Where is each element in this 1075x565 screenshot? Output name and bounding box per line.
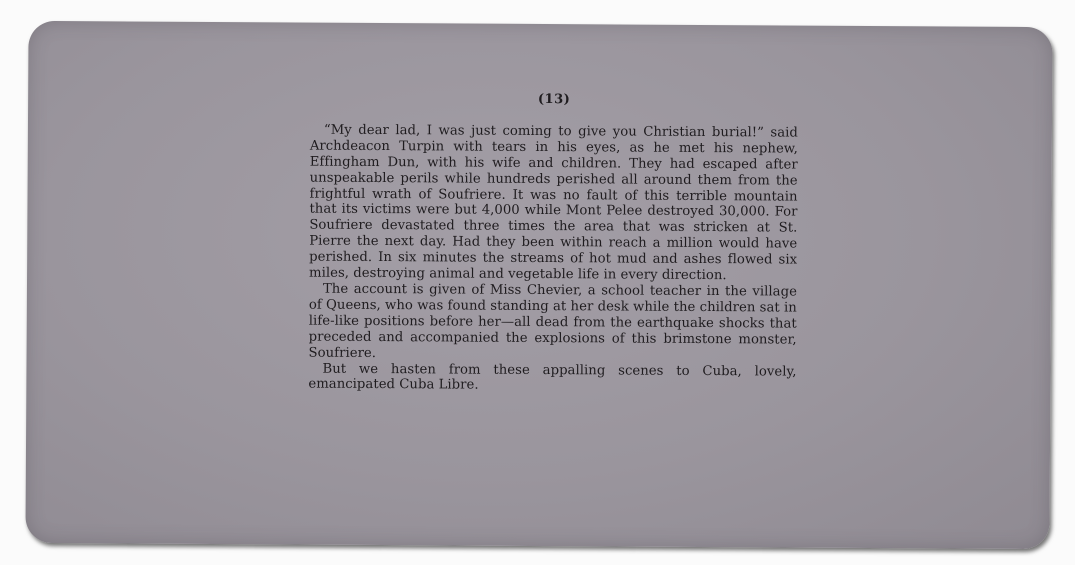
page-number: (13) — [537, 91, 571, 108]
paragraph-2: The account is given of Miss Chevier, a school teacher in the village of Queens, who was found standing at her desk while the children sat in life-like positions before her—all dead from the earthquake shocks that preceded and accompanied the explosions of this brimstone monster, Soufriere. — [308, 281, 798, 361]
stereoview-card-back — [25, 21, 1052, 549]
closing-paragraph: But we hasten from these appalling scenes to Cuba, lovely, emancipated Cuba Libre. — [308, 361, 797, 394]
paragraph-1: “My dear lad, I was just coming to give you Christian burial!” said Archdeacon Turpin with tears in his eyes, as he met his nephew, Effingham Dun, with his wife and children. They had escaped after unspeakable perils while hundreds perished all around them from the frightful wrath of Soufriere. It was no fault of this terrible mountain that its victims were but 4,000 while Mont Pelee destroyed 30,000. For Soufriere devastated three times the area that was stricken at St. Pierre the next day. Had they been within reach a million would have perished. In six minutes the streams of hot mud and ashes flowed six miles, destroying animal and vegetable life in every direction. — [309, 122, 798, 284]
card-text-block — [308, 91, 798, 396]
